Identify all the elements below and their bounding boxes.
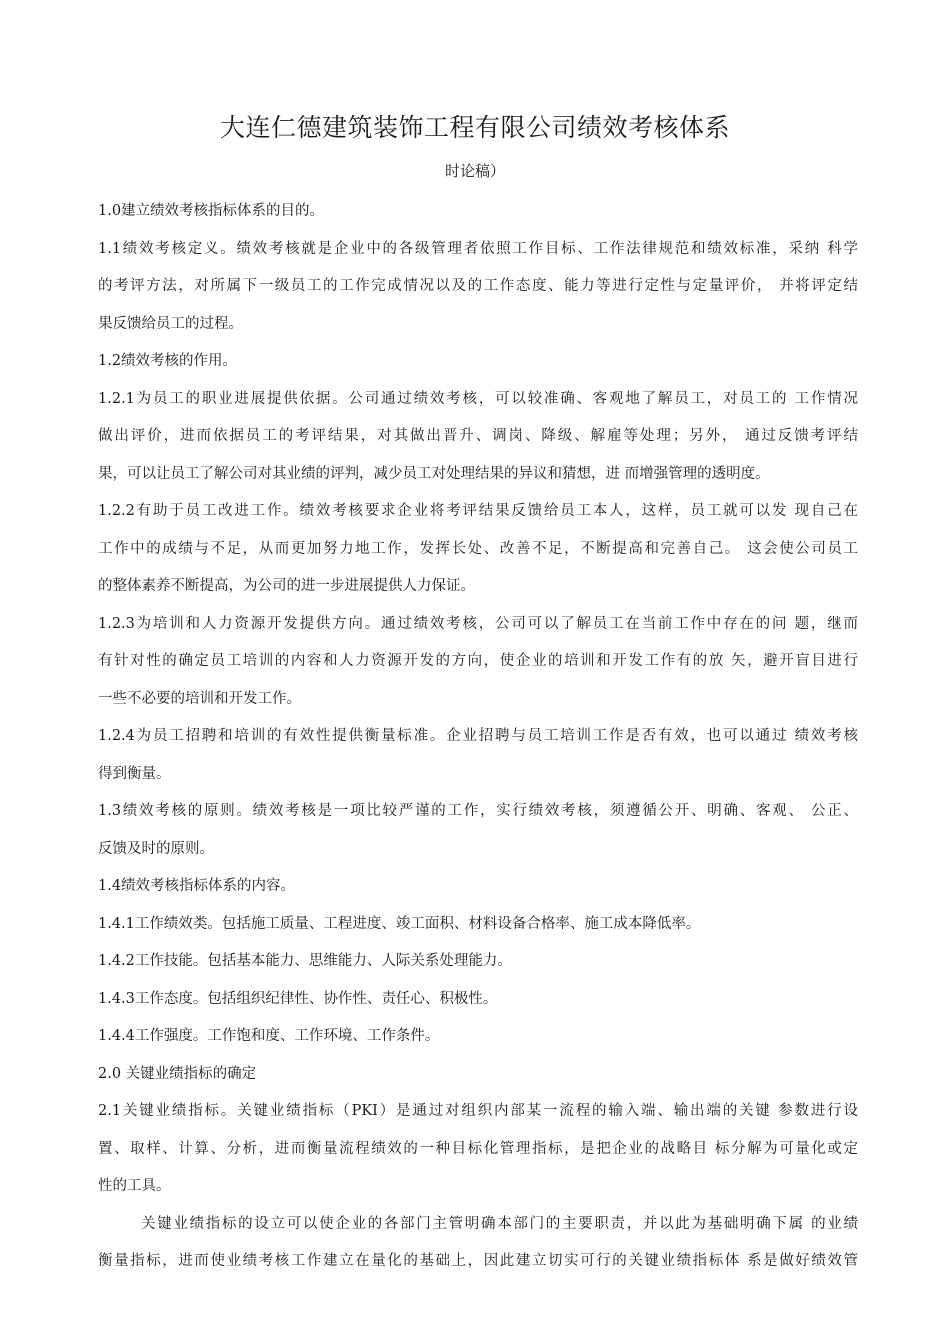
section-heading: 2.0 关键业绩指标的确定 <box>98 1065 257 1082</box>
text-line: 一些不必要的培训和开发工作。 <box>98 690 301 707</box>
text-line: 关键业绩指标的设立可以使企业的各部门主管明确本部门的主要职责，并以此为基础明确下属 的业绩 <box>141 1215 858 1232</box>
text-line: 得到衡量。 <box>98 765 171 782</box>
text-line: 1.4.1工作绩效类。包括施工质量、工程进度、竣工面积、材料设备合格率、施工成本降低率。 <box>98 915 701 932</box>
text-line: 工作中的成绩与不足，从而更加努力地工作，发挥长处、改善不足，不断提高和完善自己。 这会使公司员工 <box>98 540 858 557</box>
text-line: 2.1关键业绩指标。关键业绩指标（PKI）是通过对组织内部某一流程的输入端、输出端的关键 参数进行设 <box>98 1103 858 1119</box>
document-body <box>98 193 858 1281</box>
text-line: 置、取样、计算、分析，进而衡量流程绩效的一种目标化管理指标，是把企业的战略目 标分解为可量化或定 <box>98 1140 858 1157</box>
text-line: 1.3绩效考核的原则。绩效考核是一项比较严谨的工作，实行绩效考核，须遵循公开、明确、客观、 公正、 <box>98 803 858 819</box>
text-line: 1.0建立绩效考核指标体系的目的。 <box>98 203 325 219</box>
text-line: 1.2.4为员工招聘和培训的有效性提供衡量标准。企业招聘与员工培训工作是否有效，也可以通过 绩效考核 <box>98 728 858 744</box>
text-line: 1.2.1为员工的职业进展提供依据。公司通过绩效考核，可以较准确、客观地了解员工，对员工的 工作情况 <box>98 390 858 407</box>
text-line: 1.4绩效考核指标体系的内容。 <box>98 878 296 894</box>
text-line: 衡量指标，进而使业绩考核工作建立在量化的基础上，因此建立切实可行的关键业绩指标体 系是做好绩效管 <box>98 1253 858 1269</box>
text-line: 1.4.2工作技能。包括基本能力、思维能力、人际关系处理能力。 <box>98 953 512 969</box>
document-title: 大连仁德建筑装饰工程有限公司绩效考核体系 <box>219 113 730 142</box>
text-line: 有针对性的确定员工培训的内容和人力资源开发的方向，使企业的培训和开发工作有的放 矢，避开盲目进行 <box>98 653 858 669</box>
text-line: 1.2.3为培训和人力资源开发提供方向。通过绩效考核，公司可以了解员工在当前工作中存在的问 题，继而 <box>98 615 858 632</box>
text-line: 1.4.4工作强度。工作饱和度、工作环境、工作条件。 <box>98 1028 440 1044</box>
text-line: 做出评价，进而依据员工的考评结果，对其做出晋升、调岗、降级、解雇等处理；另外， 通过反馈考评结 <box>98 428 858 444</box>
text-line: 性的工具。 <box>98 1178 171 1194</box>
text-line: 的整体素养不断提高，为公司的进一步进展提供人力保证。 <box>98 578 475 594</box>
text-line: 1.2绩效考核的作用。 <box>98 353 238 369</box>
text-line: 的考评方法，对所属下一级员工的工作完成情况以及的工作态度、能力等进行定性与定量评价， 并将评定结 <box>98 278 858 294</box>
text-line: 1.1绩效考核定义。绩效考核就是企业中的各级管理者依照工作目标、工作法律规范和绩效标准，采纳 科学 <box>98 240 858 257</box>
text-line: 1.4.3工作态度。包括组织纪律性、协作性、责任心、积极性。 <box>98 990 498 1007</box>
text-line: 果反馈给员工的过程。 <box>98 315 243 332</box>
document-subtitle: 时论稿） <box>444 162 505 180</box>
text-line: 1.2.2有助于员工改进工作。绩效考核要求企业将考评结果反馈给员工本人，这样，员工就可以发 现自己在 <box>98 503 858 519</box>
text-line: 反馈及时的原则。 <box>98 840 214 857</box>
text-line: 果，可以让员工了解公司对其业绩的评判，减少员工对处理结果的异议和猜想，进 而增强管理的透明度。 <box>98 465 770 482</box>
